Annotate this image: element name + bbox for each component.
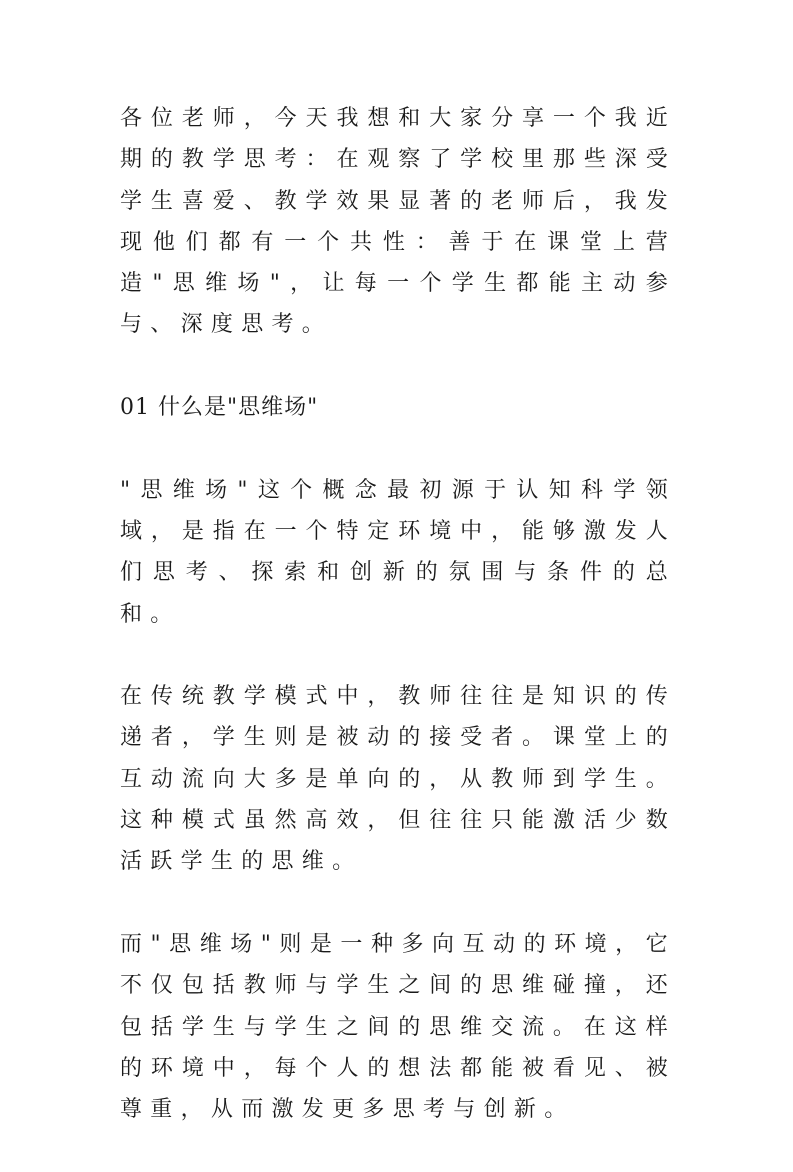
- document-page: [120, 98, 676, 1172]
- section-heading-01: 01 什么是"思维场": [120, 395, 319, 421]
- intro-paragraph: 各位老师，今天我想和大家分享一个我近期的教学思考：在观察了学校里那些深受学生喜爱、教学效果显著的老师后，我发现他们都有一个共性：善于在课堂上营造"思维场"，让每一个学生都能主动参与、深度思考。: [120, 106, 676, 338]
- definition-paragraph: "思维场"这个概念最初源于认知科学领域，是指在一个特定环境中，能够激发人们思考、探索和创新的氛围与条件的总和。: [120, 477, 676, 627]
- traditional-teaching-paragraph: 在传统教学模式中，教师往往是知识的传递者，学生则是被动的接受者。课堂上的互动流向大多是单向的，从教师到学生。这种模式虽然高效，但往往只能激活少数活跃学生的思维。: [120, 684, 676, 875]
- thinking-field-paragraph: 而"思维场"则是一种多向互动的环境，它不仅包括教师与学生之间的思维碰撞，还包括学生与学生之间的思维交流。在这样的环境中，每个人的想法都能被看见、被尊重，从而激发更多思考与创新。: [120, 931, 676, 1123]
